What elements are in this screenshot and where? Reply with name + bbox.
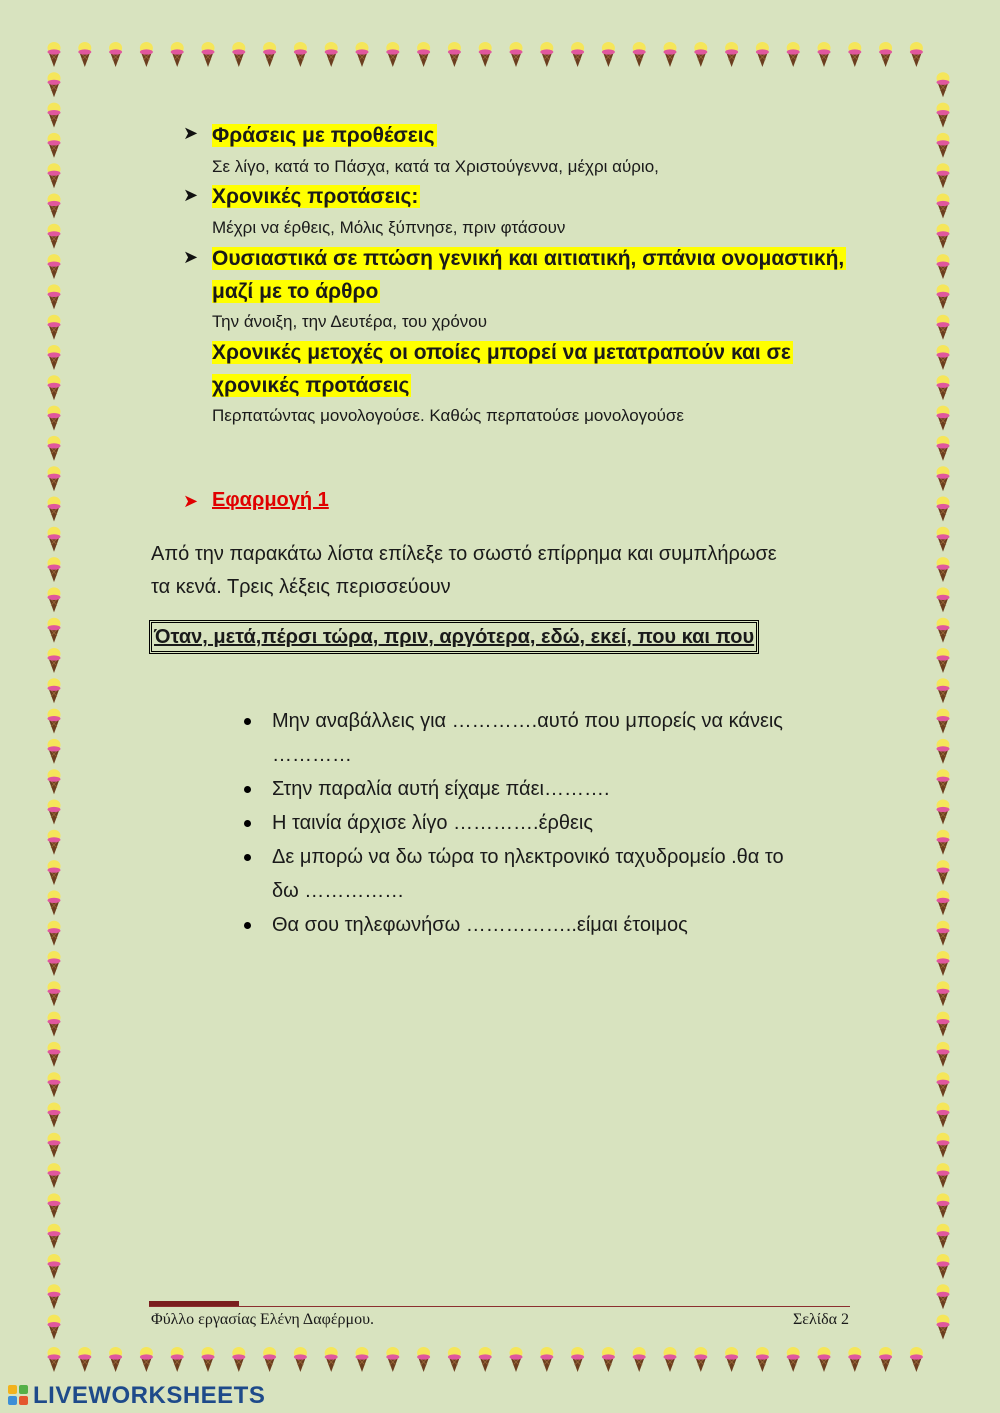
ice-cream-cone-icon <box>910 1347 923 1372</box>
ice-cream-cone-icon <box>937 890 950 915</box>
ice-cream-cone-icon <box>937 1133 950 1158</box>
logo-mark-icon <box>8 1385 30 1407</box>
ice-cream-cone-icon <box>417 42 430 67</box>
ice-cream-cone-icon <box>263 1347 276 1372</box>
ice-cream-cone-icon <box>756 1347 769 1372</box>
ice-cream-cone-icon <box>937 133 950 158</box>
ice-cream-cone-icon <box>48 648 61 673</box>
ice-cream-cone-icon <box>78 1347 91 1372</box>
ice-cream-cone-icon <box>48 254 61 279</box>
ice-cream-cone-icon <box>787 42 800 67</box>
bullet-dot-icon <box>244 786 251 793</box>
ice-cream-cone-icon <box>48 1347 61 1372</box>
ice-cream-cone-icon <box>571 1347 584 1372</box>
ice-cream-cone-icon <box>48 678 61 703</box>
ice-cream-cone-icon <box>294 42 307 67</box>
ice-cream-cone-icon <box>48 406 61 431</box>
bullet-arrow-icon: ➤ <box>183 247 199 267</box>
ice-cream-cone-icon <box>937 1012 950 1037</box>
ice-cream-cone-icon <box>937 921 950 946</box>
ice-cream-cone-icon <box>48 981 61 1006</box>
ice-cream-cone-icon <box>633 1347 646 1372</box>
ice-cream-cone-icon <box>386 42 399 67</box>
exercise-list <box>240 704 860 942</box>
ice-cream-cone-icon <box>48 103 61 128</box>
ice-cream-cone-icon <box>48 375 61 400</box>
ice-cream-cone-icon <box>602 42 615 67</box>
ice-cream-cone-icon <box>937 830 950 855</box>
ice-cream-cone-icon <box>48 618 61 643</box>
ice-cream-cone-icon <box>510 42 523 67</box>
ice-cream-cone-icon <box>48 800 61 825</box>
bullet-dot-icon <box>244 718 251 725</box>
ice-cream-cone-icon <box>937 678 950 703</box>
ice-cream-cone-icon <box>48 224 61 249</box>
ice-cream-cone-icon <box>937 709 950 734</box>
bullet-arrow-icon: ➤ <box>183 491 199 511</box>
ice-cream-cone-icon <box>937 436 950 461</box>
ice-cream-cone-icon <box>48 739 61 764</box>
bullet-arrow-icon: ➤ <box>183 185 199 205</box>
section-heading: Χρονικές μετοχές οι οποίες μπορεί να μετατραπούν και σε χρονικές προτάσεις <box>212 341 791 397</box>
ice-cream-cone-icon <box>48 1012 61 1037</box>
ice-cream-cone-icon <box>937 1103 950 1128</box>
ice-cream-cone-icon <box>910 42 923 67</box>
ice-cream-cone-icon <box>232 1347 245 1372</box>
ice-cream-cone-icon <box>879 1347 892 1372</box>
ice-cream-cone-icon <box>937 1254 950 1279</box>
section-heading: Ουσιαστικά σε πτώση γενική και αιτιατική, σπάνια ονομαστική, μαζί με το άρθρο <box>212 247 845 303</box>
ice-cream-cone-icon <box>540 1347 553 1372</box>
list-item: Μην αναβάλλεις για ………….αυτό που μπορείς να κάνεις ………… <box>240 704 860 772</box>
ice-cream-cone-icon <box>937 618 950 643</box>
ice-cream-cone-icon <box>937 1163 950 1188</box>
ice-cream-cone-icon <box>694 1347 707 1372</box>
ice-cream-cone-icon <box>937 1284 950 1309</box>
ice-cream-cone-icon <box>78 42 91 67</box>
ice-cream-cone-icon <box>664 42 677 67</box>
footer-page-number: Σελίδα 2 <box>792 1311 849 1328</box>
section-heading: Φράσεις με προθέσεις <box>212 124 435 147</box>
ice-cream-cone-icon <box>48 133 61 158</box>
ice-cream-cone-icon <box>48 1224 61 1249</box>
ice-cream-cone-icon <box>540 42 553 67</box>
ice-cream-cone-icon <box>937 800 950 825</box>
ice-cream-cone-icon <box>48 1193 61 1218</box>
ice-cream-cone-icon <box>937 1072 950 1097</box>
ice-cream-cone-icon <box>48 345 61 370</box>
ice-cream-cone-icon <box>48 1315 61 1340</box>
ice-cream-cone-icon <box>109 42 122 67</box>
ice-cream-cone-icon <box>633 42 646 67</box>
ice-cream-cone-icon <box>48 830 61 855</box>
ice-cream-cone-icon <box>848 1347 861 1372</box>
ice-cream-cone-icon <box>818 1347 831 1372</box>
ice-cream-cone-icon <box>571 42 584 67</box>
ice-cream-cone-icon <box>937 1193 950 1218</box>
ice-cream-cone-icon <box>48 72 61 97</box>
ice-cream-cone-icon <box>48 557 61 582</box>
section-example: Περπατώντας μονολογούσε. Καθώς περπατούσε μονολογούσε <box>212 406 684 425</box>
ice-cream-cone-icon <box>48 284 61 309</box>
ice-cream-cone-icon <box>48 194 61 219</box>
ice-cream-cone-icon <box>171 1347 184 1372</box>
footer-divider <box>149 1306 850 1307</box>
footer-author: Φύλλο εργασίας Ελένη Δαφέρμου. <box>151 1311 375 1328</box>
liveworksheets-logo[interactable] <box>8 1383 265 1409</box>
exercise-title: Εφαρμογή 1 <box>212 489 329 511</box>
ice-cream-cone-icon <box>202 42 215 67</box>
ice-cream-cone-icon <box>48 436 61 461</box>
ice-cream-cone-icon <box>937 315 950 340</box>
ice-cream-cone-icon <box>937 527 950 552</box>
ice-cream-cone-icon <box>818 42 831 67</box>
ice-cream-cone-icon <box>48 769 61 794</box>
ice-cream-cone-icon <box>48 1133 61 1158</box>
ice-cream-cone-icon <box>48 527 61 552</box>
ice-cream-cone-icon <box>109 1347 122 1372</box>
ice-cream-cone-icon <box>937 648 950 673</box>
ice-cream-cone-icon <box>140 1347 153 1372</box>
section-example: Σε λίγο, κατά το Πάσχα, κατά τα Χριστούγεννα, μέχρι αύριο, <box>212 157 659 176</box>
ice-cream-cone-icon <box>510 1347 523 1372</box>
ice-cream-cone-icon <box>937 981 950 1006</box>
ice-cream-cone-icon <box>48 1163 61 1188</box>
ice-cream-cone-icon <box>937 163 950 188</box>
ice-cream-cone-icon <box>48 890 61 915</box>
ice-cream-cone-icon <box>48 709 61 734</box>
ice-cream-cone-icon <box>171 42 184 67</box>
ice-cream-cone-icon <box>879 42 892 67</box>
ice-cream-cone-icon <box>48 466 61 491</box>
ice-cream-cone-icon <box>602 1347 615 1372</box>
list-item: Στην παραλία αυτή είχαμε πάει………. <box>240 772 860 806</box>
ice-cream-cone-icon <box>232 42 245 67</box>
ice-cream-cone-icon <box>325 42 338 67</box>
ice-cream-cone-icon <box>937 1315 950 1340</box>
ice-cream-cone-icon <box>937 103 950 128</box>
ice-cream-cone-icon <box>48 1284 61 1309</box>
ice-cream-cone-icon <box>356 1347 369 1372</box>
bullet-arrow-icon: ➤ <box>183 123 199 143</box>
ice-cream-cone-icon <box>48 163 61 188</box>
ice-cream-cone-icon <box>937 587 950 612</box>
logo-text: LIVEWORKSHEETS <box>33 1382 266 1409</box>
bullet-dot-icon <box>244 854 251 861</box>
ice-cream-cone-icon <box>937 466 950 491</box>
ice-cream-cone-icon <box>937 951 950 976</box>
ice-cream-cone-icon <box>48 315 61 340</box>
ice-cream-cone-icon <box>694 42 707 67</box>
ice-cream-cone-icon <box>417 1347 430 1372</box>
ice-cream-cone-icon <box>140 42 153 67</box>
ice-cream-cone-icon <box>725 1347 738 1372</box>
ice-cream-cone-icon <box>48 42 61 67</box>
ice-cream-cone-icon <box>937 739 950 764</box>
ice-cream-cone-icon <box>48 497 61 522</box>
bullet-dot-icon <box>244 820 251 827</box>
ice-cream-cone-icon <box>48 1042 61 1067</box>
ice-cream-cone-icon <box>386 1347 399 1372</box>
ice-cream-cone-icon <box>356 42 369 67</box>
ice-cream-cone-icon <box>479 42 492 67</box>
ice-cream-cone-icon <box>48 1254 61 1279</box>
ice-cream-cone-icon <box>937 769 950 794</box>
ice-cream-cone-icon <box>756 42 769 67</box>
ice-cream-cone-icon <box>937 860 950 885</box>
ice-cream-cone-icon <box>937 1042 950 1067</box>
ice-cream-cone-icon <box>937 557 950 582</box>
ice-cream-cone-icon <box>937 72 950 97</box>
list-item: Δε μπορώ να δω τώρα το ηλεκτρονικό ταχυδρομείο .θα το δω …………… <box>240 840 860 908</box>
ice-cream-cone-icon <box>48 951 61 976</box>
bullet-dot-icon <box>244 922 251 929</box>
ice-cream-cone-icon <box>202 1347 215 1372</box>
ice-cream-cone-icon <box>294 1347 307 1372</box>
ice-cream-cone-icon <box>664 1347 677 1372</box>
ice-cream-cone-icon <box>937 194 950 219</box>
ice-cream-cone-icon <box>787 1347 800 1372</box>
list-item: Η ταινία άρχισε λίγο ………….έρθεις <box>240 806 860 840</box>
ice-cream-cone-icon <box>937 497 950 522</box>
exercise-instruction: Από την παρακάτω λίστα επίλεξε το σωστό επίρρημα και συμπλήρωσε τα κενά. Τρεις λέξεις περισσεύουν <box>151 543 777 598</box>
ice-cream-cone-icon <box>448 1347 461 1372</box>
ice-cream-cone-icon <box>48 860 61 885</box>
ice-cream-cone-icon <box>448 42 461 67</box>
ice-cream-cone-icon <box>848 42 861 67</box>
list-item: Θα σου τηλεφωνήσω ……………..είμαι έτοιμος <box>240 908 860 942</box>
ice-cream-cone-icon <box>937 1224 950 1249</box>
ice-cream-cone-icon <box>937 345 950 370</box>
section-example: Μέχρι να έρθεις, Μόλις ξύπνησε, πριν φτάσουν <box>212 218 566 237</box>
ice-cream-cone-icon <box>725 42 738 67</box>
ice-cream-cone-icon <box>48 1103 61 1128</box>
ice-cream-cone-icon <box>937 224 950 249</box>
word-bank: Όταν, μετά,πέρσι τώρα, πριν, αργότερα, εδώ, εκεί, που και που <box>151 622 757 652</box>
ice-cream-cone-icon <box>479 1347 492 1372</box>
ice-cream-cone-icon <box>263 42 276 67</box>
ice-cream-cone-icon <box>325 1347 338 1372</box>
ice-cream-cone-icon <box>937 254 950 279</box>
ice-cream-cone-icon <box>937 406 950 431</box>
ice-cream-cone-icon <box>48 921 61 946</box>
ice-cream-cone-icon <box>937 375 950 400</box>
ice-cream-cone-icon <box>48 1072 61 1097</box>
ice-cream-cone-icon <box>937 284 950 309</box>
section-example: Την άνοιξη, την Δευτέρα, του χρόνου <box>212 312 488 331</box>
ice-cream-cone-icon <box>48 587 61 612</box>
section-heading: Χρονικές προτάσεις: <box>212 185 419 208</box>
